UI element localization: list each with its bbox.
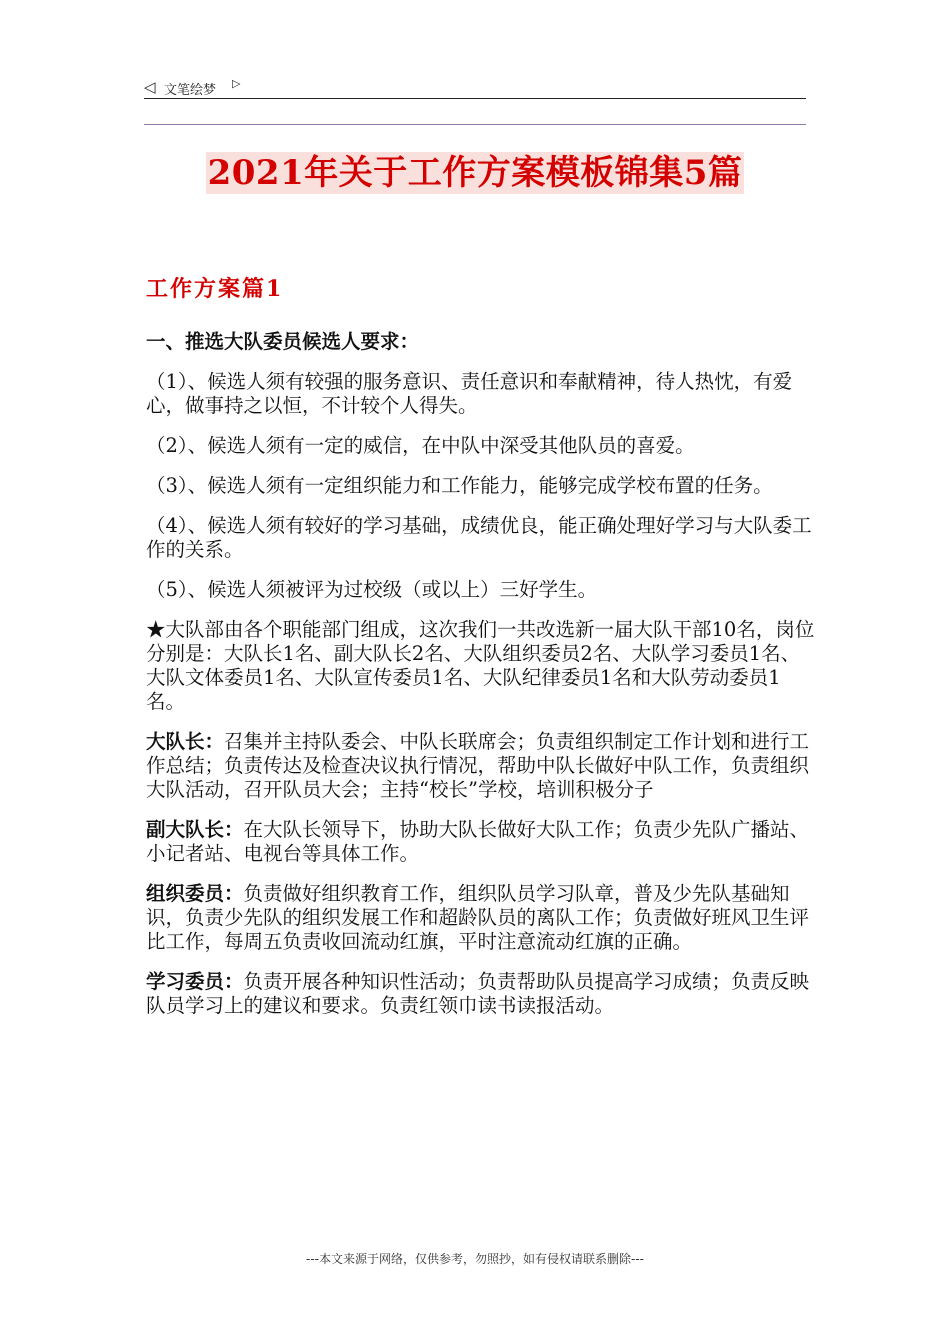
star-paragraph: ★大队部由各个职能部门组成，这次我们一共改选新一届大队干部10名，岗位分别是：大队长1名、副大队长2名、大队组织委员2名、大队学习委员1名、大队文体委员1名、大队宣传委员1名、大队纪律委员1名和大队劳动委员1名。 [146, 618, 815, 713]
right-triangle-icon: ▷ [232, 77, 241, 90]
role-text: 在大队长领导下，协助大队长做好大队工作；负责少先队广播站、小记者站、电视台等具体工作。 [146, 818, 810, 865]
requirement-item: （4）、候选人须有较好的学习基础，成绩优良，能正确处理好学习与大队委工作的关系。 [146, 514, 812, 561]
requirement-item: （3）、候选人须有一定组织能力和工作能力，能够完成学校布置的任务。 [146, 474, 773, 497]
footer-disclaimer: ---本文来源于网络，仅供参考，勿照抄，如有侵权请联系删除--- [306, 1252, 644, 1266]
requirement-item: （2）、候选人须有一定的威信，在中队中深受其他队员的喜爱。 [146, 434, 695, 457]
requirement-item: （1）、候选人须有较强的服务意识、责任意识和奉献精神，待人热忱，有爱心，做事持之以恒，不计较个人得失。 [146, 370, 793, 417]
heading-requirements: 一、推选大队委员候选人要求： [146, 330, 420, 353]
role-paragraph [146, 730, 818, 802]
document-title-text: 2021年关于工作方案模板锦集5篇 [207, 153, 743, 193]
left-triangle-icon: ◁ [144, 78, 156, 96]
role-label: 组织委员： [146, 882, 244, 905]
role-paragraph [146, 818, 818, 866]
header-rule [144, 98, 806, 99]
requirement-item: （5）、候选人须被评为过校级（或以上）三好学生。 [146, 578, 598, 601]
brand-name: 文笔绘梦 [164, 83, 217, 98]
document-body [146, 330, 818, 1034]
role-paragraph [146, 882, 818, 954]
role-paragraph [146, 970, 818, 1018]
role-text: 负责开展各种知识性活动；负责帮助队员提高学习成绩；负责反映队员学习上的建议和要求。负责红领巾读书读报活动。 [146, 970, 810, 1017]
page-header [144, 76, 806, 100]
sub-rule [144, 124, 806, 125]
role-label: 大队长： [146, 730, 225, 753]
section-title: 工作方案篇1 [146, 276, 284, 302]
document-title [0, 152, 950, 194]
role-text: 负责做好组织教育工作，组织队员学习队章，普及少先队基础知识，负责少先队的组织发展工作和超龄队员的离队工作；负责做好班风卫生评比工作，每周五负责收回流动红旗，平时注意流动红旗的正确。 [146, 882, 810, 953]
role-label: 副大队长： [146, 818, 244, 841]
role-label: 学习委员： [146, 970, 244, 993]
role-text: 召集并主持队委会、中队长联席会；负责组织制定工作计划和进行工作总结；负责传达及检查决议执行情况，帮助中队长做好中队工作，负责组织大队活动，召开队员大会；主持“校长”学校，培训积极分子 [146, 730, 810, 801]
